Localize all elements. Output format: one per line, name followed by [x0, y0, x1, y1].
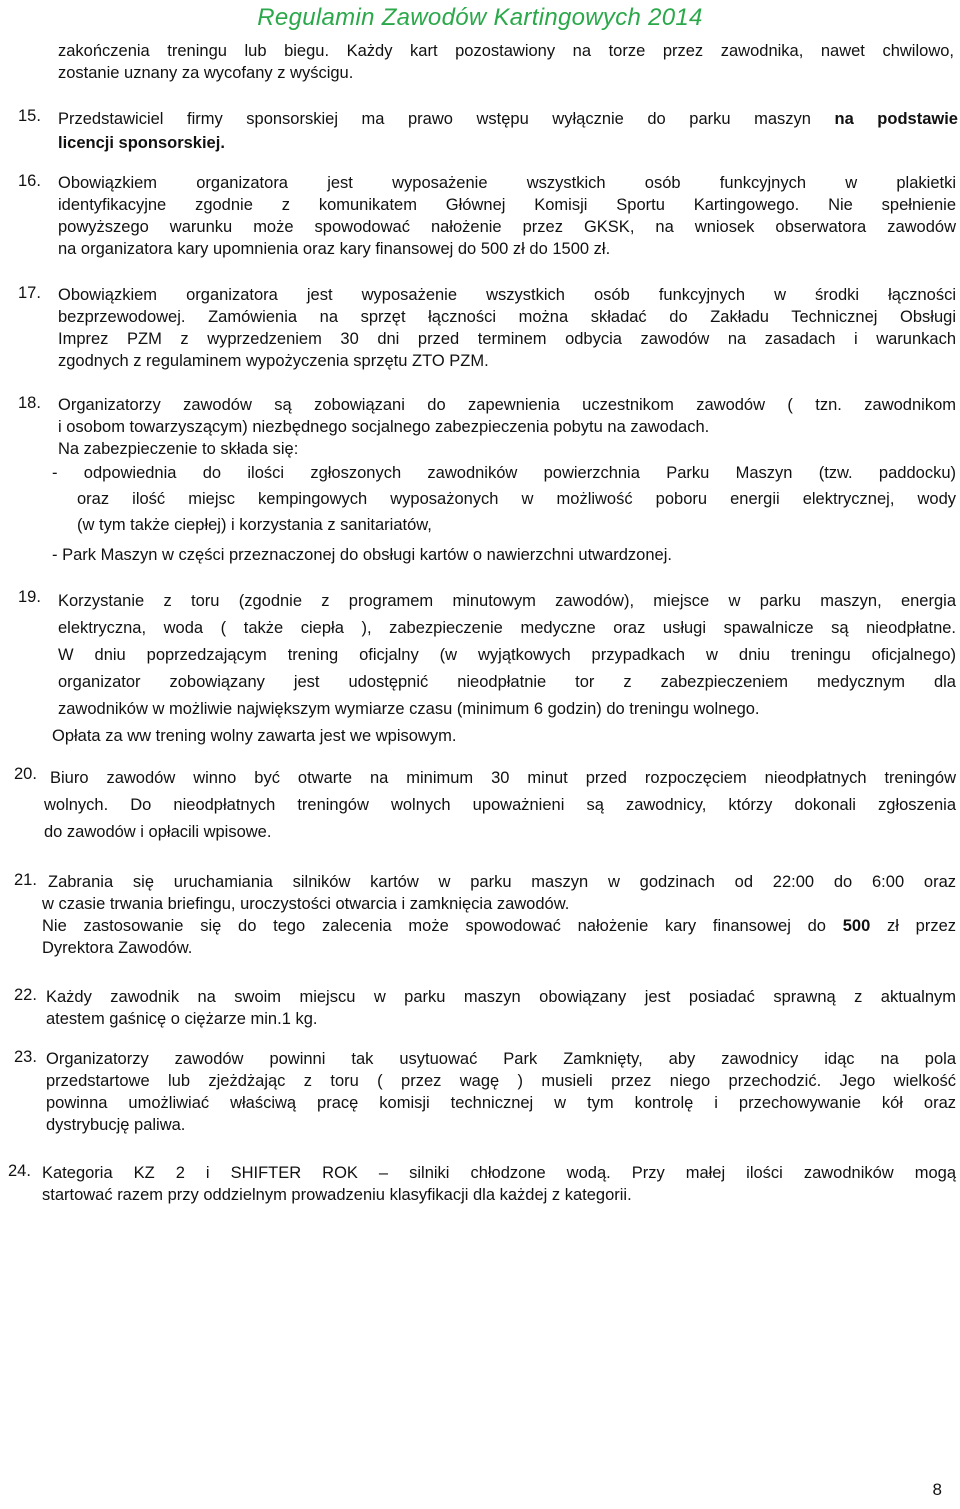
- item-19-paragraph: [52, 588, 956, 750]
- text-line: Nie zastosowanie się do tego zalecenia może spowodować nałożenie kary finansowej do 500 zł przez: [42, 917, 956, 935]
- text-line: w czasie trwania briefingu, uroczystości otwarcia i zamknięcia zawodów.: [42, 895, 570, 913]
- item-number: 23.: [14, 1048, 37, 1066]
- text-line: do zawodów i opłacili wpisowe.: [44, 823, 272, 841]
- document-header-title: Regulamin Zawodów Kartingowych 2014: [257, 4, 703, 31]
- item-18-list: [52, 460, 956, 568]
- text-line: Na zabezpieczenie to składa się:: [58, 440, 299, 458]
- text-line: Biuro zawodów winno być otwarte na minimum 30 minut przed rozpoczęciem nieodpłatnych treningów: [50, 769, 956, 787]
- text-line: Organizatorzy zawodów są zobowiązani do zapewnienia uczestnikom zawodów ( tzn. zawodnikom: [58, 396, 956, 414]
- text-line: na organizatora kary upomnienia oraz kary finansowej do 500 zł do 1500 zł.: [58, 240, 611, 258]
- text-line: Każdy zawodnik na swoim miejscu w parku maszyn obowiązany jest posiadać sprawną z aktualnym: [46, 988, 956, 1006]
- text-line: dystrybucję paliwa.: [46, 1116, 186, 1134]
- text-line: startować razem przy oddzielnym prowadzeniu klasyfikacji dla każdej z kategorii.: [42, 1186, 632, 1204]
- text-line: Korzystanie z toru (zgodnie z programem minutowym zawodów), miejsce w parku maszyn, energia: [58, 592, 956, 610]
- item-number: 16.: [18, 172, 41, 190]
- bold-text-line: licencji sponsorskiej.: [58, 134, 225, 152]
- item-number: 22.: [14, 986, 37, 1004]
- bold-text: 500: [842, 917, 871, 935]
- item-17-paragraph: [58, 284, 956, 372]
- text-line: powinna umożliwiać właściwą pracę komisji technicznej w tym kontrolę i przechowywanie kół oraz: [46, 1094, 956, 1112]
- text-line: Kategoria KZ 2 i SHIFTER ROK – silniki chłodzone wodą. Przy małej ilości zawodników mogą: [42, 1164, 956, 1182]
- text-line: wolnych. Do nieodpłatnych treningów wolnych upoważnieni są zawodnicy, którzy dokonali zgłoszenia: [44, 796, 956, 814]
- item-number: 17.: [18, 284, 41, 302]
- text-line: identyfikacyjne zgodnie z komunikatem Głównej Komisji Sportu Kartingowego. Nie spełnienie: [58, 196, 956, 214]
- item-21-paragraph: [42, 871, 956, 959]
- list-item: - Park Maszyn w części przeznaczonej do obsługi kartów o nawierzchni utwardzonej.: [52, 546, 672, 564]
- text-line: Obowiązkiem organizatora jest wyposażenie wszystkich osób funkcyjnych w plakietki: [58, 174, 956, 192]
- item-number: 19.: [18, 588, 41, 606]
- text-line: przedstartowe lub zjeżdżając z toru ( przez wagę ) musieli przez niego przechodzić. Jego wielkość: [46, 1072, 956, 1090]
- text-line: powyższego warunku może spowodować nałożenie przez GKSK, na wniosek obserwatora zawodów: [58, 218, 956, 236]
- item-number: 20.: [14, 765, 37, 783]
- list-item: - odpowiednia do ilości zgłoszonych zawodników powierzchnia Parku Maszyn (tzw. paddocku): [52, 464, 956, 482]
- text-line: bezprzewodowej. Zamówienia na sprzęt łączności można składać do Zakładu Technicznej Obsługi: [58, 308, 956, 326]
- text-line: atestem gaśnicę o ciężarze min.1 kg.: [46, 1010, 318, 1028]
- item-22-paragraph: [46, 986, 956, 1030]
- item-24-paragraph: [42, 1162, 956, 1206]
- intro-paragraph: [58, 40, 954, 84]
- item-number: 18.: [18, 394, 41, 412]
- text-line: Opłata za ww trening wolny zawarta jest we wpisowym.: [52, 727, 457, 745]
- text-line: zgodnych z regulaminem wypożyczenia sprzętu ZTO PZM.: [58, 352, 489, 370]
- text-line: Obowiązkiem organizatora jest wyposażenie wszystkich osób funkcyjnych w środki łączności: [58, 286, 956, 304]
- text-line: Zabrania się uruchamiania silników kartów w parku maszyn w godzinach od 22:00 do 6:00 oraz: [48, 873, 956, 891]
- item-16-paragraph: [58, 172, 956, 260]
- item-number: 15.: [18, 107, 41, 125]
- bold-text: na podstawie: [834, 110, 958, 128]
- item-18-paragraph: [58, 394, 956, 460]
- text-line: zostanie uznany za wycofany z wyścigu.: [58, 64, 354, 82]
- text-line: organizator zobowiązany jest udostępnić nieodpłatnie tor z zabezpieczeniem medycznym dla: [58, 673, 956, 691]
- text-line: Organizatorzy zawodów powinni tak usytuować Park Zamknięty, aby zawodnicy idąc na pola: [46, 1050, 956, 1068]
- text-line: zakończenia treningu lub biegu. Każdy kart pozostawiony na torze przez zawodnika, nawet chwilowo,: [58, 42, 954, 60]
- text-line: Przedstawiciel firmy sponsorskiej ma prawo wstępu wyłącznie do parku maszyn na podstawie: [58, 110, 958, 128]
- text-line: W dniu poprzedzającym trening oficjalny (w wyjątkowych przypadkach w dniu treningu oficjalnego): [58, 646, 956, 664]
- text-line: elektryczna, woda ( także ciepła ), zabezpieczenie medyczne oraz usługi spawalnicze są nieodpłatne.: [58, 619, 956, 637]
- text-line: Dyrektora Zawodów.: [42, 939, 193, 957]
- item-number: 21.: [14, 871, 37, 889]
- text-line: (w tym także ciepłej) i korzystania z sanitariatów,: [77, 516, 432, 534]
- text-line: Imprez PZM z wyprzedzeniem 30 dni przed terminem odbycia zawodów na zasadach i warunkach: [58, 330, 956, 348]
- text-line: i osobom towarzyszącym) niezbędnego socjalnego zabezpieczenia pobytu na zawodach.: [58, 418, 710, 436]
- item-20-paragraph: [44, 765, 956, 846]
- text-line: zawodników w możliwie największym wymiarze czasu (minimum 6 godzin) do treningu wolnego.: [58, 700, 760, 718]
- text-line: oraz ilość miejsc kempingowych wyposażonych w możliwość poboru energii elektrycznej, wody: [77, 490, 956, 508]
- item-23-paragraph: [46, 1048, 956, 1136]
- page-number: 8: [932, 1480, 942, 1499]
- item-15-paragraph: [58, 107, 958, 155]
- item-number: 24.: [8, 1162, 31, 1180]
